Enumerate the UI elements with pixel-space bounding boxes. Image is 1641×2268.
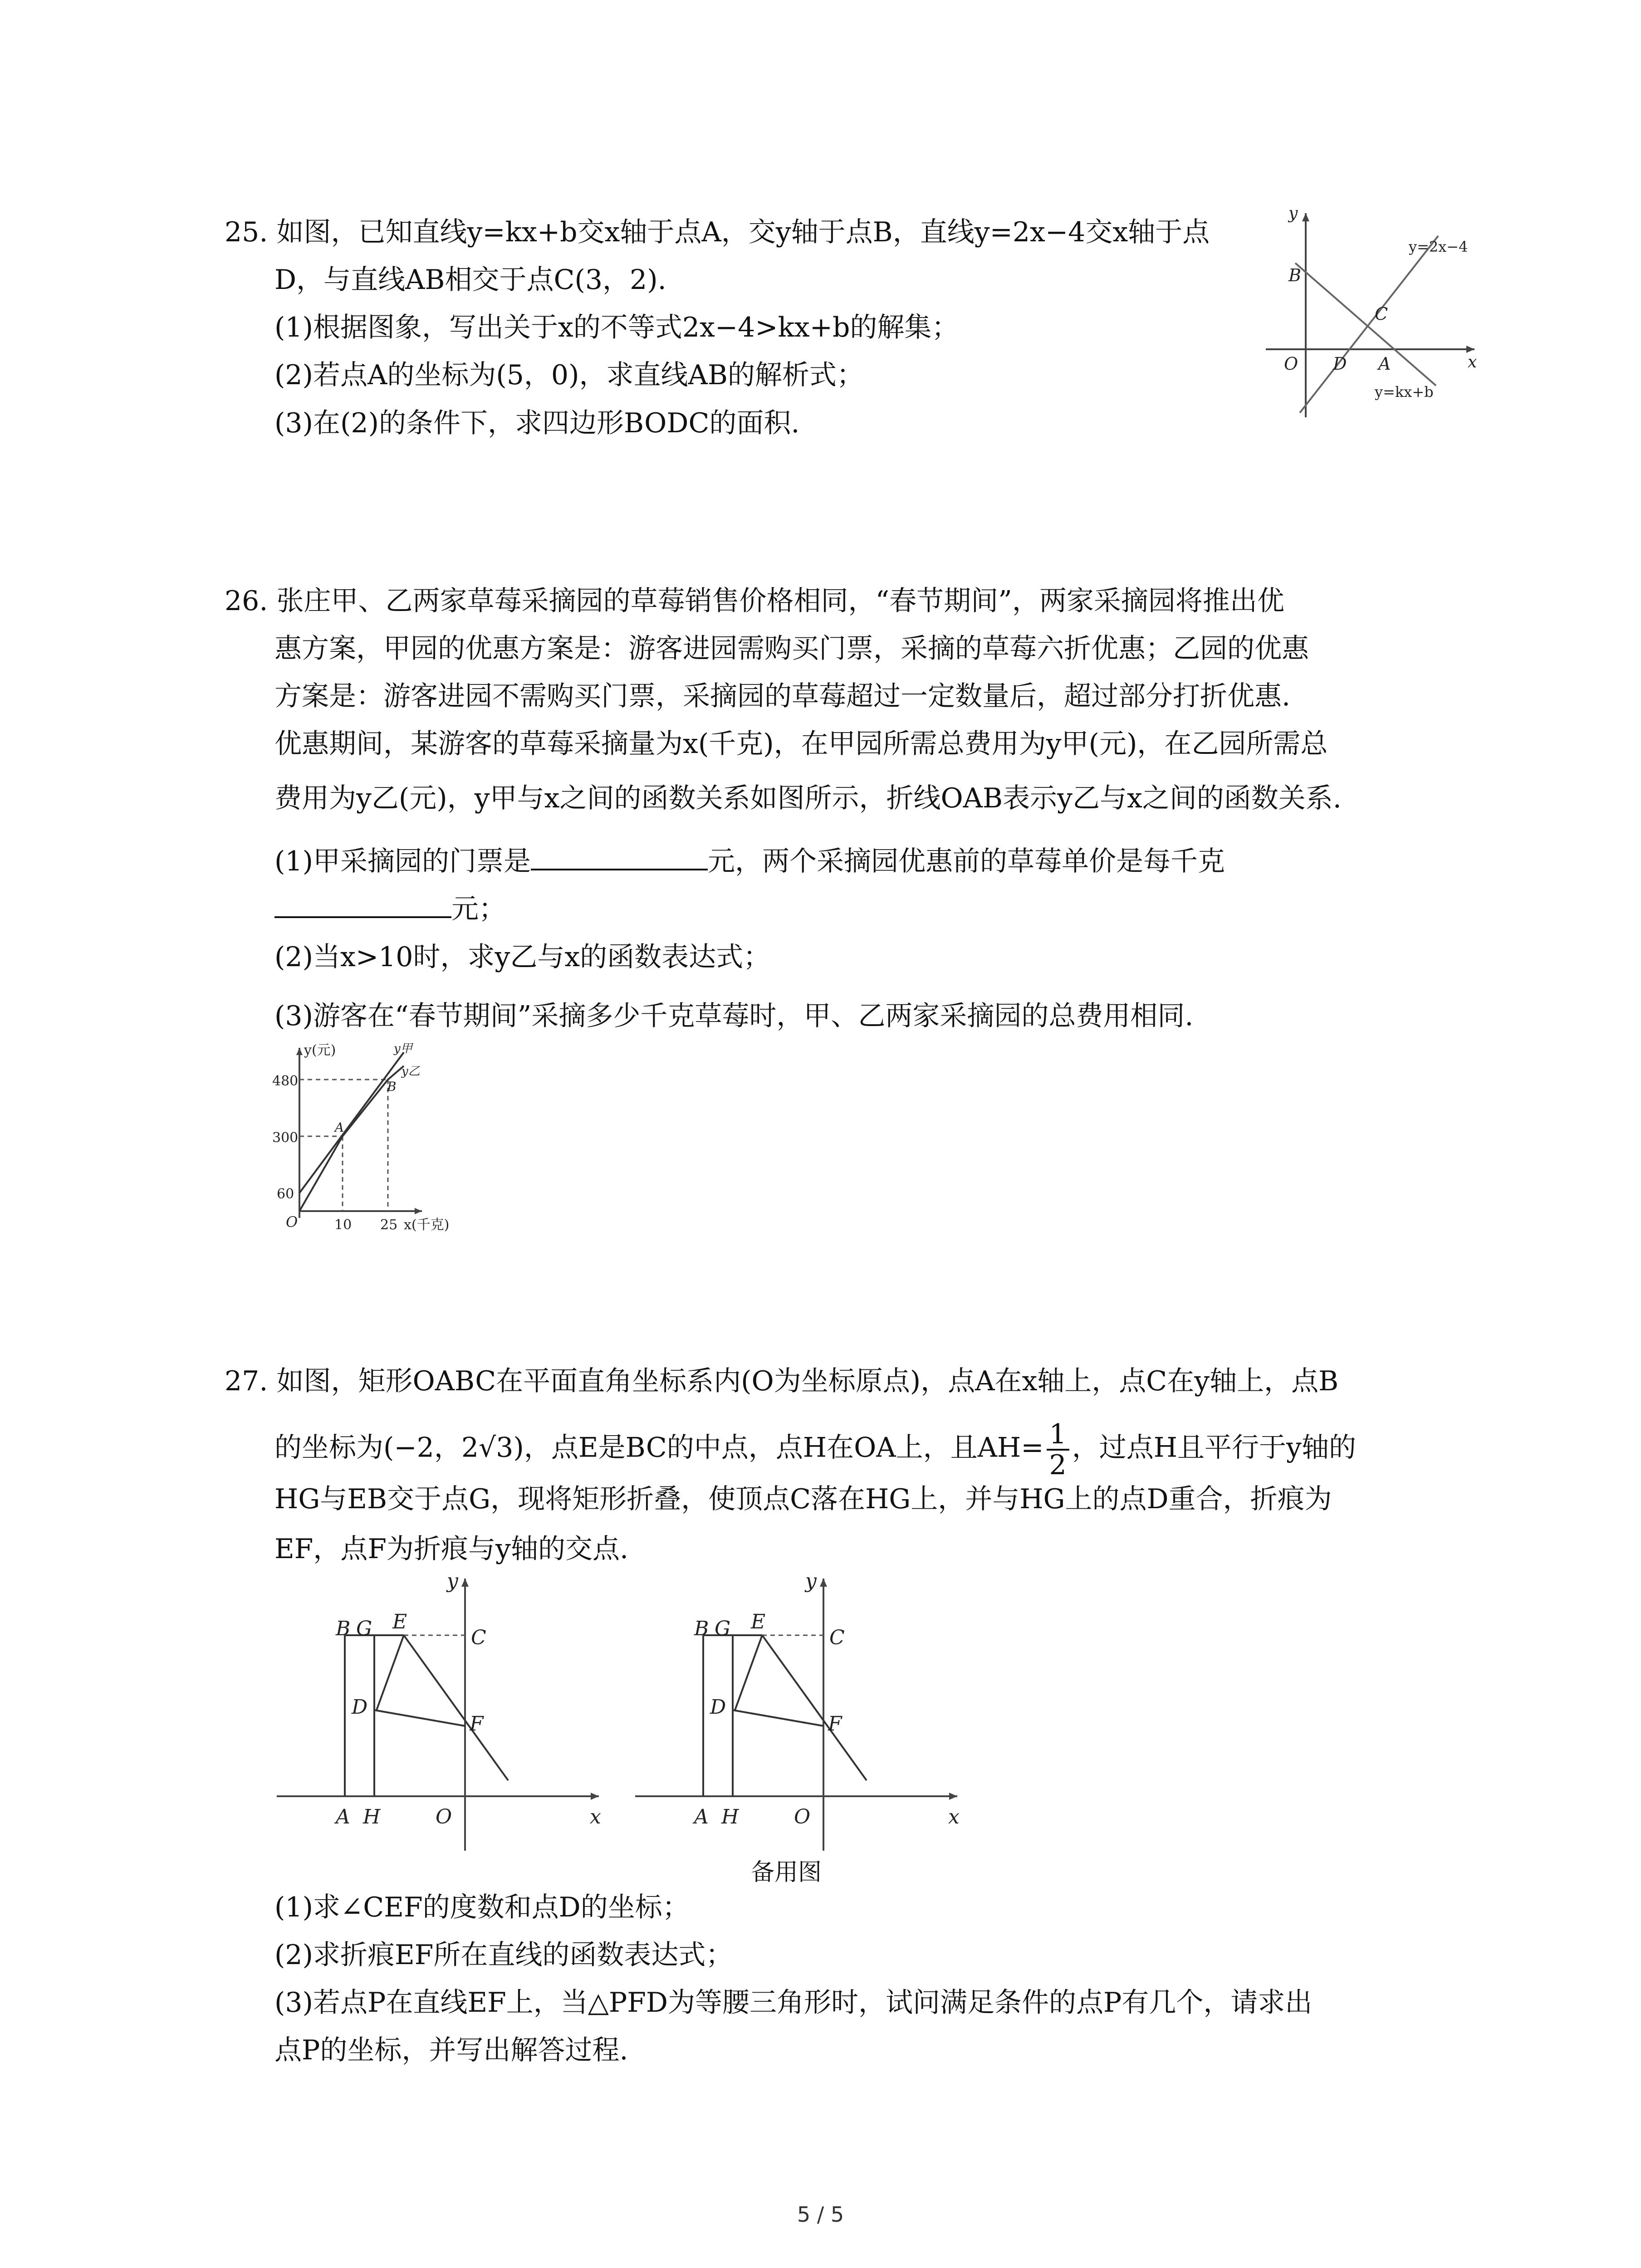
q25-figure <box>1257 204 1484 431</box>
q27a-line-EF <box>404 1635 508 1780</box>
q26-xtick-10: 10 <box>334 1217 352 1233</box>
q25-label-C: C <box>1375 304 1388 324</box>
q26-blank-1 <box>531 841 708 870</box>
q27a-label-O: O <box>436 1805 452 1828</box>
q27a-label-D: D <box>352 1696 368 1719</box>
q25-part-2: (2)若点A的坐标为(5，0)，求直线AB的解析式； <box>274 359 864 391</box>
q25-label-B: B <box>1288 265 1301 285</box>
q27-part-2: (2)求折痕EF所在直线的函数表达式； <box>274 1939 733 1971</box>
q27b-label-D: D <box>710 1696 726 1719</box>
q25-line-1: 25. 如图，已知直线y=kx+b交x轴于点A，交y轴于点B，直线y=2x−4交x轴于点 <box>225 216 1210 248</box>
q27b-label-C: C <box>829 1626 845 1649</box>
q27-line-2-text-b: ，过点H且平行于y轴的 <box>1072 1432 1356 1464</box>
q27b-line-ED <box>735 1635 762 1710</box>
q25-label-x: x <box>1468 353 1477 371</box>
q25-label-y: y <box>1288 204 1298 223</box>
q26-label-yyi: y乙 <box>402 1065 420 1078</box>
q26-blank-2 <box>274 889 451 918</box>
q26-line-1: 26. 张庄甲、乙两家草莓采摘园的草莓销售价格相同，“春节期间”，两家采摘园将推出优 <box>225 585 1284 617</box>
q26-ytick-480: 480 <box>272 1073 299 1089</box>
q27b-label-x: x <box>948 1805 960 1828</box>
q27-backup-caption: 备用图 <box>751 1859 822 1886</box>
q27-part-3-line-2: 点P的坐标，并写出解答过程. <box>274 2034 628 2066</box>
q27-part-1: (1)求∠CEF的度数和点D的坐标； <box>274 1892 690 1923</box>
q27a-label-F: F <box>470 1712 484 1735</box>
q27-line-4: EF，点F为折痕与y轴的交点. <box>274 1533 629 1565</box>
q27-line-3: HG与EB交于点G，现将矩形折叠，使顶点C落在HG上，并与HG上的点D重合，折痕为 <box>274 1483 1332 1515</box>
q27-line-1: 27. 如图，矩形OABC在平面直角坐标系内(O为坐标原点)，点A在x轴上，点C在y轴上，点B <box>225 1365 1339 1397</box>
q27b-line-DF <box>733 1710 823 1726</box>
q27a-line-ED <box>377 1635 404 1710</box>
q26-ylabel: y(元) <box>304 1042 336 1058</box>
page-number: 5 / 5 <box>797 2202 844 2227</box>
q27-figure-main <box>272 1569 617 1860</box>
q27-fraction-num: 1 <box>1047 1420 1069 1451</box>
q27b-label-y: y <box>805 1569 817 1593</box>
q25-part-1: (1)根据图象，写出关于x的不等式2x−4>kx+b的解集； <box>274 312 959 343</box>
q27b-label-A: A <box>694 1805 709 1828</box>
q27a-label-H: H <box>363 1805 381 1828</box>
q26-line-5: 费用为y乙(元)，y甲与x之间的函数关系如图所示，折线OAB表示y乙与x之间的函数关系. <box>274 782 1342 814</box>
q27a-label-A: A <box>336 1805 350 1828</box>
q27b-label-F: F <box>828 1712 842 1735</box>
q27-fraction <box>1047 1420 1069 1480</box>
q27b-label-O: O <box>794 1805 811 1828</box>
q27b-label-E: E <box>751 1610 766 1633</box>
q26-xlabel: x(千克) <box>404 1217 450 1233</box>
q26-figure <box>272 1039 481 1238</box>
q26-label-O: O <box>286 1213 298 1231</box>
q26-y-arrow <box>296 1048 303 1055</box>
q27-line-2 <box>274 1420 1356 1480</box>
q27b-line-EF <box>762 1635 867 1780</box>
q25-label-line-kxb: y=kx+b <box>1375 383 1434 401</box>
q25-label-O: O <box>1284 354 1298 374</box>
q26-line-3: 方案是：游客进园不需购买门票，采摘园的草莓超过一定数量后，超过部分打折优惠. <box>274 680 1291 712</box>
q26-xtick-25: 25 <box>380 1217 398 1233</box>
q27-figure-backup <box>631 1569 975 1860</box>
q26-label-yjia: y甲 <box>394 1042 412 1056</box>
q27b-y-arrow <box>820 1579 827 1587</box>
q27a-label-E: E <box>392 1610 407 1633</box>
q27b-label-H: H <box>721 1805 739 1828</box>
q25-label-line-2x-4: y=2x−4 <box>1409 238 1468 255</box>
q26-part-1-text-c: 元； <box>451 893 506 925</box>
q25-line-2: D，与直线AB相交于点C(3，2). <box>274 264 666 296</box>
q25-x-arrow <box>1466 346 1474 353</box>
q27a-label-B: B <box>336 1617 351 1640</box>
q26-line-2: 惠方案，甲园的优惠方案是：游客进园需购买门票，采摘的草莓六折优惠；乙园的优惠 <box>274 633 1309 665</box>
q26-ytick-60: 60 <box>277 1186 294 1202</box>
q25-line-kxb <box>1295 263 1436 386</box>
q27b-label-G: G <box>715 1617 731 1640</box>
q27a-label-x: x <box>590 1805 601 1828</box>
q26-ytick-300: 300 <box>272 1130 299 1146</box>
q26-part-1-line <box>274 841 1225 880</box>
q26-part-1-text-a: (1)甲采摘园的门票是 <box>274 846 531 877</box>
q25-label-D: D <box>1333 354 1347 374</box>
q27a-x-arrow <box>591 1793 599 1800</box>
q27b-x-arrow <box>949 1793 957 1800</box>
q26-label-B: B <box>387 1079 397 1094</box>
q26-line-4: 优惠期间，某游客的草莓采摘量为x(千克)，在甲园所需总费用为y甲(元)，在乙园所需总 <box>274 728 1328 760</box>
q25-label-A: A <box>1378 354 1391 374</box>
q27a-line-DF <box>374 1710 465 1726</box>
q27a-label-G: G <box>356 1617 372 1640</box>
q26-part-1-line-2 <box>274 889 506 927</box>
q27-fraction-den: 2 <box>1049 1449 1067 1481</box>
q26-part-2: (2)当x>10时，求y乙与x的函数表达式； <box>274 941 771 973</box>
q27-line-2-text-a: 的坐标为(−2，2√3)，点E是BC的中点，点H在OA上，且AH= <box>274 1432 1044 1464</box>
q25-y-arrow <box>1302 213 1309 221</box>
q26-x-arrow <box>415 1208 422 1214</box>
q25-part-3: (3)在(2)的条件下，求四边形BODC的面积. <box>274 407 800 439</box>
q26-part-1-text-b: 元，两个采摘园优惠前的草莓单价是每千克 <box>708 846 1225 877</box>
q27b-label-B: B <box>694 1617 709 1640</box>
q27-part-3-line-1: (3)若点P在直线EF上，当△PFD为等腰三角形时，试问满足条件的点P有几个，请求出 <box>274 1987 1313 2019</box>
q27a-y-arrow <box>461 1579 469 1587</box>
q27a-label-C: C <box>471 1626 486 1649</box>
q26-label-A: A <box>335 1120 344 1135</box>
q27a-label-y: y <box>447 1569 458 1593</box>
q26-part-3: (3)游客在“春节期间”采摘多少千克草莓时，甲、乙两家采摘园的总费用相同. <box>274 1000 1194 1032</box>
